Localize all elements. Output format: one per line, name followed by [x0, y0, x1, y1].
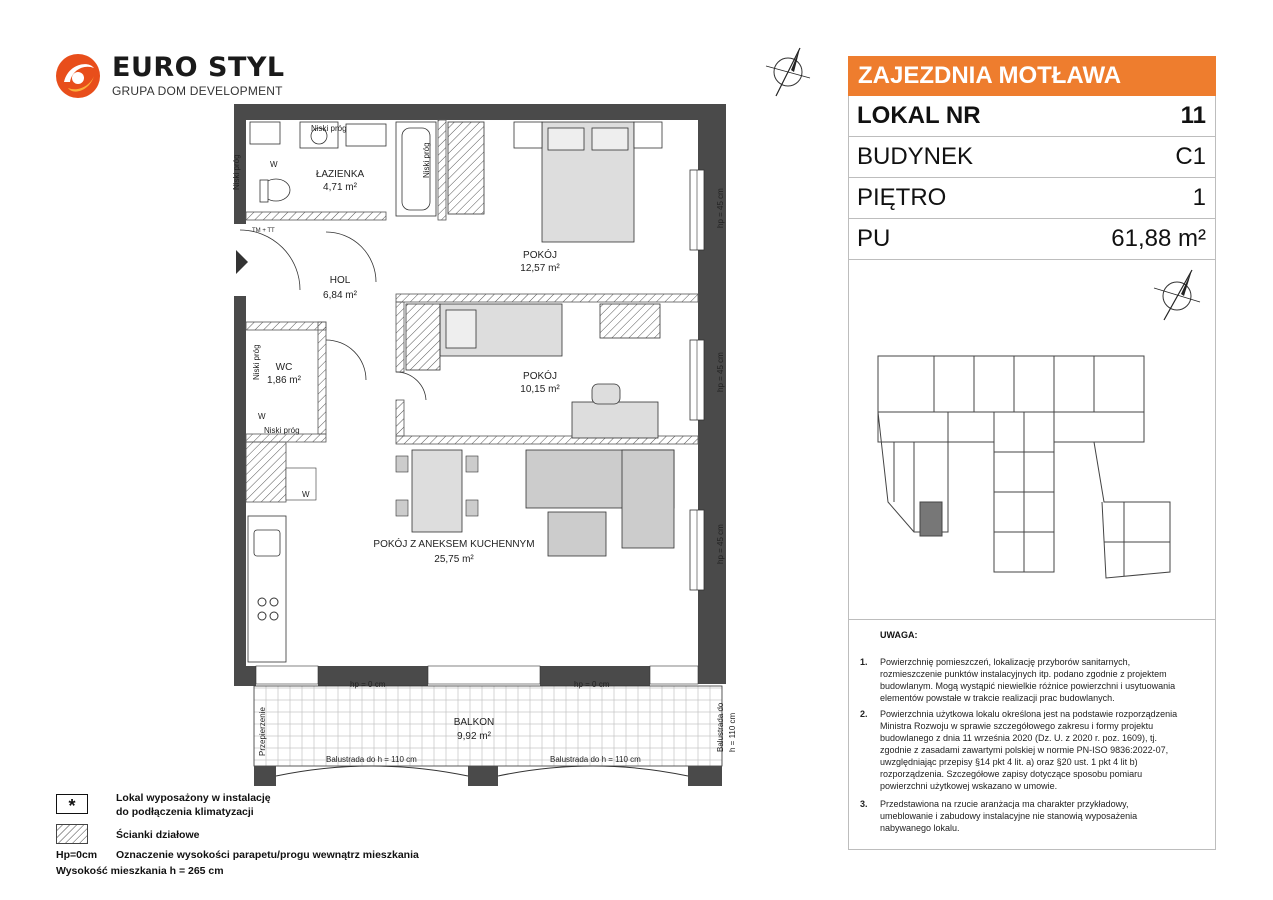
note-3-number: 3. [860, 799, 868, 809]
pietro-label: PIĘTRO [857, 184, 947, 211]
pu-value: 61,88 m² [1111, 225, 1206, 252]
legend-hp-text: Oznaczenie wysokości parapetu/progu wewnątrz mieszkania [116, 849, 419, 861]
railing-side-label-1: Balustrada do [716, 702, 725, 752]
room-wc-name: WC [275, 362, 293, 373]
info-row-pietro [848, 178, 1216, 219]
window-height-label-1: hp = 45 cm [716, 188, 725, 228]
info-row-budynek [848, 137, 1216, 178]
note-2-line-4: zgodnie z zasadami zawartymi polskiej w normie PN-ISO 9836:2022-07, [880, 745, 1169, 755]
partition-label: Przepierzenie [258, 707, 267, 756]
legend-ac-line2: do podłączenia klimatyzacji [116, 806, 254, 818]
note-2-number: 2. [860, 709, 868, 719]
note-1-line-4: elementów powstałe w trakcie realizacji prac budowlanych. [880, 693, 1115, 703]
note-2-line-2: Ministra Rozwoju w sprawie szczegółowego zakresu i formy projektu [880, 721, 1154, 731]
lokal-label: LOKAL NR [857, 102, 981, 129]
pietro-value: 1 [1192, 184, 1206, 211]
room-bedroom2-area: 10,15 m² [520, 384, 560, 395]
note-1-line-2: rozmieszczenie punktów instalacyjnych itp. podano zgodnie z projektem [880, 669, 1167, 679]
railing-label-2: Balustrada do h = 110 cm [550, 755, 641, 764]
legend-ac-line1: Lokal wyposażony w instalację [116, 792, 271, 804]
note-3-line-1: Przedstawiona na rzucie aranżacja ma charakter przykładowy, [880, 799, 1129, 809]
legend-height-text: Wysokość mieszkania h = 265 cm [56, 865, 224, 877]
room-balcony-area: 9,92 m² [457, 731, 491, 742]
note-2-line-6: rozporządzenia. Szczegółowe zapisy dotyczące sposobu pomiaru [880, 769, 1143, 779]
threshold-label-tub: Niski próg [422, 142, 431, 178]
floor-plan [230, 100, 750, 790]
threshold-label-wc-side: Niski próg [252, 344, 261, 380]
tm-tt-label: TM + TT [252, 228, 275, 234]
note-3-line-2: umeblowanie i zabudowy instalacyjne nie stanowią wyposażenia [880, 811, 1138, 821]
panel-separator [848, 619, 1216, 620]
w-label-ac: W [302, 490, 310, 499]
compass-north-icon [760, 44, 816, 100]
euro-styl-logo-icon [54, 52, 102, 100]
pu-label: PU [857, 225, 891, 252]
compass-icon [1150, 266, 1204, 322]
note-2-line-3: budowlanego z dnia 11 września 2020 (Dz. U. z 2020 r. poz. 1609), tj. [880, 733, 1157, 743]
room-bedroom1-name: POKÓJ [523, 250, 557, 261]
legend-partition-hatch-icon [56, 824, 88, 844]
note-2-text [880, 708, 1210, 792]
threshold-label-bath: Niski próg [311, 124, 347, 133]
brand-subtitle: GRUPA DOM DEVELOPMENT [112, 84, 283, 98]
w-label-wc: W [258, 412, 266, 421]
note-1-line-1: Powierzchnię pomieszczeń, lokalizację przyborów sanitarnych, [880, 657, 1131, 667]
note-3-line-3: nabywanego lokalu. [880, 823, 960, 833]
building-key-plan [874, 352, 1178, 588]
legend-hp-key: Hp=0cm [56, 849, 98, 861]
room-hall-area: 6,84 m² [323, 290, 357, 301]
lokal-value: 11 [1180, 102, 1206, 129]
door-height-label-2: hp = 0 cm [574, 680, 610, 689]
info-row-lokal [848, 96, 1216, 137]
room-bedroom1-area: 12,57 m² [520, 263, 560, 274]
room-wc-area: 1,86 m² [267, 375, 301, 386]
room-hall-name: HOL [329, 275, 351, 286]
project-name: ZAJEZDNIA MOTŁAWA [848, 56, 1216, 96]
threshold-label-bath-side: Niski próg [232, 154, 241, 190]
railing-label-1: Balustrada do h = 110 cm [326, 755, 417, 764]
brand-name: EURO STYL [112, 52, 285, 83]
notes-title: UWAGA: [880, 630, 918, 640]
room-living-name: POKÓJ Z ANEKSEM KUCHENNYM [373, 539, 535, 550]
room-bathroom-name: ŁAZIENKA [315, 169, 365, 180]
note-2-line-7: powierzchni użytkowej wskazano w umowie. [880, 781, 1058, 791]
note-1-number: 1. [860, 657, 868, 667]
threshold-label-wc: Niski próg [264, 426, 300, 435]
railing-side-label-2: h = 110 cm [728, 712, 737, 752]
legend-partition-text: Ścianki działowe [116, 829, 200, 841]
w-label-bath: W [270, 160, 278, 169]
note-3-text [880, 798, 1210, 834]
budynek-value: C1 [1175, 143, 1206, 170]
budynek-label: BUDYNEK [857, 143, 974, 170]
legend-ac-symbol: * [56, 794, 88, 814]
room-living-area: 25,75 m² [434, 554, 474, 565]
note-2-line-5: uwzględniając przepisy §14 pkt 4 lit. a) oraz §20 ust. 1 pkt 4 lit b) [880, 757, 1138, 767]
window-height-label-3: hp = 45 cm [716, 524, 725, 564]
window-height-label-2: hp = 45 cm [716, 352, 725, 392]
info-row-pu [848, 219, 1216, 260]
note-2-line-1: Powierzchnia użytkowa lokalu określona jest na podstawie rozporządzenia [880, 709, 1178, 719]
note-1-text [880, 656, 1210, 704]
room-bathroom-area: 4,71 m² [323, 182, 357, 193]
note-1-line-3: budowlanym. Mogą wystąpić niewielkie różnice powierzchni i usytuowania [880, 681, 1176, 691]
door-height-label-1: hp = 0 cm [350, 680, 386, 689]
room-bedroom2-name: POKÓJ [523, 371, 557, 382]
room-balcony-name: BALKON [453, 717, 495, 728]
